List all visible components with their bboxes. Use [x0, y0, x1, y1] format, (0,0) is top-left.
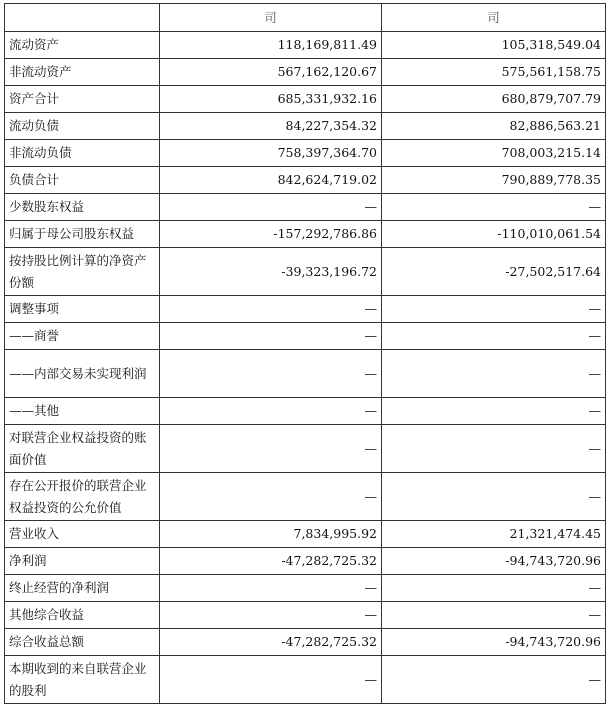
value-prior: 708,003,215.14 — [382, 140, 606, 167]
row-label: 流动资产 — [5, 32, 160, 59]
row-label: 非流动负债 — [5, 140, 160, 167]
value-current: 842,624,719.02 — [160, 167, 382, 194]
value-current: 567,162,120.67 — [160, 59, 382, 86]
row-label: 净利润 — [5, 548, 160, 575]
value-current: — — [160, 398, 382, 425]
value-current: — — [160, 473, 382, 521]
table-row — [5, 248, 606, 296]
value-prior: — — [382, 296, 606, 323]
value-current: — — [160, 323, 382, 350]
table-row — [5, 167, 606, 194]
table-row — [5, 425, 606, 473]
value-prior: — — [382, 575, 606, 602]
value-prior: 82,886,563.21 — [382, 113, 606, 140]
value-current: -47,282,725.32 — [160, 629, 382, 656]
row-label: 负债合计 — [5, 167, 160, 194]
value-prior: 105,318,549.04 — [382, 32, 606, 59]
row-label: 流动负债 — [5, 113, 160, 140]
row-label: 综合收益总额 — [5, 629, 160, 656]
value-prior: 790,889,778.35 — [382, 167, 606, 194]
header-cell-prior: 司 — [382, 4, 606, 32]
value-current: 118,169,811.49 — [160, 32, 382, 59]
table-row — [5, 140, 606, 167]
value-prior: — — [382, 425, 606, 473]
row-label: 非流动资产 — [5, 59, 160, 86]
row-label: 本期收到的来自联营企业的股利 — [5, 656, 160, 704]
row-label: 归属于母公司股东权益 — [5, 221, 160, 248]
table-row — [5, 521, 606, 548]
value-prior: -27,502,517.64 — [382, 248, 606, 296]
value-current: — — [160, 656, 382, 704]
value-current: — — [160, 575, 382, 602]
value-current: — — [160, 296, 382, 323]
row-label: 调整事项 — [5, 296, 160, 323]
value-prior: 21,321,474.45 — [382, 521, 606, 548]
value-prior: — — [382, 350, 606, 398]
value-current: -47,282,725.32 — [160, 548, 382, 575]
value-prior: — — [382, 398, 606, 425]
table-row — [5, 59, 606, 86]
row-label: 按持股比例计算的净资产份额 — [5, 248, 160, 296]
header-cell-label — [5, 4, 160, 32]
value-prior: — — [382, 323, 606, 350]
value-prior: — — [382, 473, 606, 521]
value-current: — — [160, 194, 382, 221]
value-prior: -110,010,061.54 — [382, 221, 606, 248]
value-prior: 575,561,158.75 — [382, 59, 606, 86]
table-row — [5, 629, 606, 656]
value-prior: -94,743,720.96 — [382, 548, 606, 575]
value-current: — — [160, 350, 382, 398]
table-row — [5, 548, 606, 575]
table-row — [5, 86, 606, 113]
value-current: 84,227,354.32 — [160, 113, 382, 140]
table-row — [5, 398, 606, 425]
table-row — [5, 575, 606, 602]
value-prior: -94,743,720.96 — [382, 629, 606, 656]
value-current: — — [160, 425, 382, 473]
row-label: ——内部交易未实现利润 — [5, 350, 160, 398]
value-current: 685,331,932.16 — [160, 86, 382, 113]
table-row — [5, 194, 606, 221]
row-label: 少数股东权益 — [5, 194, 160, 221]
table-row — [5, 473, 606, 521]
value-current: -157,292,786.86 — [160, 221, 382, 248]
table-row — [5, 350, 606, 398]
value-current: 7,834,995.92 — [160, 521, 382, 548]
value-current: — — [160, 602, 382, 629]
row-label: 其他综合收益 — [5, 602, 160, 629]
table-row — [5, 296, 606, 323]
table-row — [5, 113, 606, 140]
header-cell-current: 司 — [160, 4, 382, 32]
row-label: 营业收入 — [5, 521, 160, 548]
table-row — [5, 602, 606, 629]
row-label: ——其他 — [5, 398, 160, 425]
row-label: 存在公开报价的联营企业权益投资的公允价值 — [5, 473, 160, 521]
financial-table — [4, 3, 606, 704]
table-row — [5, 221, 606, 248]
header-row — [5, 4, 606, 32]
value-prior: 680,879,707.79 — [382, 86, 606, 113]
value-current: -39,323,196.72 — [160, 248, 382, 296]
table-row — [5, 323, 606, 350]
value-prior: — — [382, 656, 606, 704]
row-label: 终止经营的净利润 — [5, 575, 160, 602]
table-row — [5, 656, 606, 704]
value-current: 758,397,364.70 — [160, 140, 382, 167]
row-label: 对联营企业权益投资的账面价值 — [5, 425, 160, 473]
table-row — [5, 32, 606, 59]
row-label: 资产合计 — [5, 86, 160, 113]
row-label: ——商誉 — [5, 323, 160, 350]
value-prior: — — [382, 602, 606, 629]
value-prior: — — [382, 194, 606, 221]
